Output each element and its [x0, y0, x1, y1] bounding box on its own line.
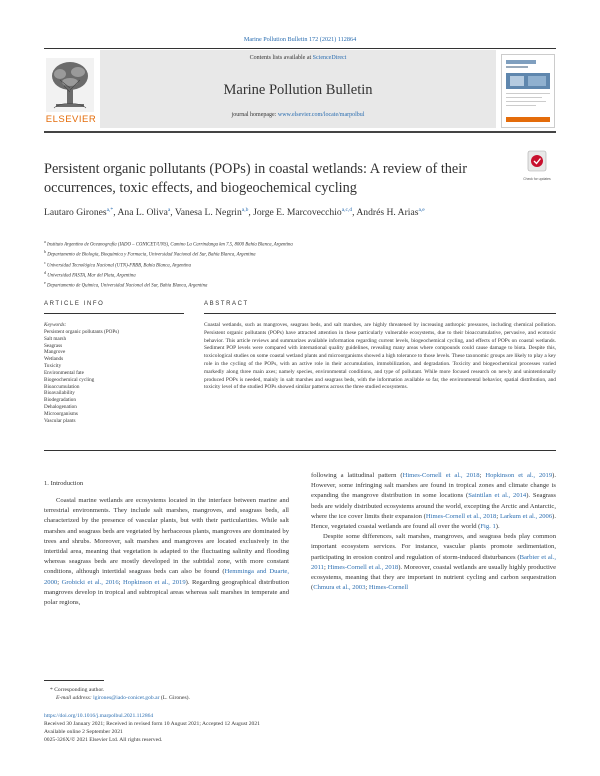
citation-link[interactable]: Barbier et al., 2011	[311, 553, 556, 571]
introduction-heading: 1. Introduction	[44, 480, 84, 487]
keyword: Vascular plants	[44, 417, 76, 424]
author[interactable]: Ana L. Oliva$^a$	[117, 207, 171, 219]
keyword: Seagrass	[44, 342, 63, 349]
citation-link[interactable]: Himes-Cornell	[368, 584, 409, 592]
keyword: Dehalogenation	[44, 404, 77, 411]
keyword: Microorganisms	[44, 410, 78, 417]
check-updates-label: Check for updates	[523, 177, 551, 181]
header-bottom-rule	[44, 131, 556, 133]
article-info-heading: ARTICLE INFO	[44, 301, 105, 307]
body-text: ). Moreover, coastal wetlands are usually highly productive ecosystems, meaning that they are important in nutrient cycling and carbon sequestration (	[311, 563, 557, 592]
citation-link[interactable]: Grobicki et al., 2016	[61, 578, 119, 586]
homepage-link[interactable]: www.elsevier.com/locate/marpolbul	[277, 112, 365, 118]
footnote	[44, 686, 304, 702]
elsevier-wordmark: ELSEVIER	[45, 114, 97, 125]
abstract-rule	[204, 313, 556, 314]
citation-link[interactable]: Larkum et al., 2006	[499, 512, 553, 520]
keywords-block	[44, 322, 184, 425]
abstract-heading: ABSTRACT	[204, 301, 249, 307]
citation-link[interactable]: Chmura et al., 2003	[313, 584, 366, 592]
body-text: ). Seagrass beds are widely distributed ecosystems around the world, excepting the Arctic and Antarctic, where the ice cover limits their expansion (	[311, 492, 556, 520]
contents-prefix: Contents lists available at	[249, 55, 313, 61]
author-list: Lautaro Girones$^{a,*}$, Ana L. Oliva$^a$, Vanesa L. Negrin$^{a,b}$, Jorge E. Marcovecchio$^{a,c,d}$, Andrés H. Arias$^{a,e}$	[44, 207, 425, 219]
copyright: 0025-326X/© 2021 Elsevier Ltd. All rights reserved.	[44, 737, 163, 743]
keyword: Biogeochemical cycling	[44, 376, 95, 383]
email-link[interactable]: lgirones@iado-conicet.gob.ar	[93, 695, 160, 701]
body-text: ).	[495, 523, 500, 531]
author[interactable]: Vanesa L. Negrin$^{a,b}$	[174, 207, 249, 219]
journal-citation: Marine Pollution Bulletin 172 (2021) 112864	[243, 36, 357, 43]
citation-link[interactable]: Hopkinson et al., 2019	[123, 578, 186, 586]
keyword: Salt marsh	[44, 335, 67, 342]
author[interactable]: Jorge E. Marcovecchio$^{a,c,d}$	[253, 207, 353, 219]
keyword: Bioavailability	[44, 390, 75, 397]
body-text: ;	[496, 512, 500, 520]
keyword: Environmental fate	[44, 369, 84, 376]
affiliation: $^d$ Universidad FASTA, Mar del Plata, Argentina	[44, 269, 136, 279]
online-date: Available online 2 September 2021	[44, 729, 123, 735]
corresponding-author-note: * Corresponding author.	[50, 687, 105, 693]
author[interactable]: Andrés H. Arias$^{a,e}$	[356, 207, 425, 219]
body-text: ;	[118, 578, 124, 586]
journal-title: Marine Pollution Bulletin	[223, 82, 373, 98]
body-text: ). Hence, vegetated coastal wetlands are found all over the world (	[311, 512, 556, 531]
intro-right-column	[311, 471, 556, 593]
citation-link[interactable]: Hemminga and Duarte, 2000	[44, 568, 289, 586]
body-text: Despite some differences, salt marshes, mangroves, and seagrass beds play common important ecosystem services. For instance, vascular plants promote sedimentation, participating in erosion control and regulation of storm-induced disturbances (	[311, 533, 556, 561]
keyword: Mangrove	[44, 349, 66, 356]
keywords-label: Keywords:	[44, 322, 67, 328]
email-label: E-mail address:	[56, 695, 94, 701]
citation-link[interactable]: Himes-Cornell et al., 2018	[425, 512, 497, 520]
abstract-text: Coastal wetlands, such as mangroves, seagrass beds, and salt marshes, are highly threatened by increasing anthropic pressures, including chemical pollution. Persistent organic pollutants (POPs) have attracted attention in these particularly vulnerable ecosystems, due to their bioaccumulative, pervasive, and ecotoxic behavior. This article reviews and summarizes available information regarding current levels, biogeochemical cycling, and effects of POPs on coastal wetlands. Sediment POP levels were compared with international quality guidelines, revealing many areas where compounds could cause damage to biota. Despite this, toxicological studies on some coastal wetland plants and microorganisms showed a high tolerance to those levels. These taxonomic groups are likely to play a key role in the cycling of the POPs, with an active role in their accumulation, immobilization, and degradation. Toxicity and biogeochemical processes varied markedly along three main axes; namely species, environmental conditions, and type of pollutant. While more focused research on newly and unintentionally produced POPs is needed, mainly in salt marshes and seagrass beds, with the information available so far, the environmental behavior, spatial distribution, and toxicity level of the studied POPs showed similar patterns across the three studied ecosystems.	[204, 322, 556, 391]
body-text: ). However, some infringing salt marshes are found in tropical zones and climate change is expanding the mangrove distribution in some locations (	[311, 472, 557, 500]
footnote-rule	[44, 680, 104, 681]
body-text: ). Regarding geographical distribution mangroves develop in tropical and subtropical areas whereas salt marshes in temperate and polar regions,	[44, 578, 290, 607]
affiliation: $^b$ Departamento de Biología, Bioquímica y Farmacia, Universidad Nacional del Sur, Bahía Blanca, Argentina	[44, 249, 256, 258]
intro-paragraph	[311, 471, 556, 532]
check-for-updates-badge[interactable]	[522, 150, 552, 180]
keyword: Toxicity	[44, 363, 62, 370]
contents-availability	[100, 55, 496, 61]
intro-paragraph	[311, 532, 556, 593]
affiliation: $^c$ Universidad Tecnológica Nacional (UTN)-FRBB, Bahía Blanca, Argentina	[44, 259, 191, 269]
abstract-bottom-rule	[44, 450, 556, 451]
publication-info	[44, 712, 344, 744]
body-text: ;	[479, 472, 486, 479]
citation-link[interactable]: Saintilan et al., 2014	[468, 492, 527, 500]
journal-homepage	[100, 112, 496, 118]
info-rule	[44, 313, 184, 314]
body-text: following a latitudinal pattern (	[311, 472, 403, 479]
keyword: Biodegradation	[44, 397, 76, 404]
citation-link[interactable]: Himes-Cornell et al., 2018	[327, 563, 399, 571]
body-text: Coastal marine wetlands are ecosystems located in the interface between marine and terrestrial environments. They include salt marshes, mangroves, and seagrass beds, all characterized by the presence of vascular plants, but with their particularities. While salt marshes and seagrass beds are vegetated by herbaceous plants, mangroves are dominated by trees and shrubs. Moreover, salt marshes and mangroves are located exclusively in the intertidal area, meaning that vegetation is adapted to the fluctuating salinity and flooding whereas seagrass beds are mostly developed in the subtidal zone, with more constant conditions, although intertidal seagrass beds can also be found (	[44, 497, 289, 576]
body-text: ;	[365, 584, 369, 592]
email-suffix: (L. Girones).	[159, 695, 190, 701]
received-dates: Received 30 January 2021; Received in revised form 10 August 2021; Accepted 12 August 2021	[44, 721, 260, 727]
sciencedirect-link[interactable]: ScienceDirect	[312, 55, 347, 61]
header-top-rule	[44, 48, 556, 49]
affiliation: $^e$ Departamento de Química, Universidad Nacional del Sur, Bahía Blanca, Argentina	[44, 280, 208, 289]
intro-left-column	[44, 496, 289, 608]
journal-cover-image	[501, 54, 555, 128]
keyword: Wetlands	[44, 356, 64, 363]
check-updates-icon	[522, 150, 552, 172]
doi-link[interactable]: https://doi.org/10.1016/j.marpolbul.2021.112864	[44, 713, 154, 719]
affiliation-list	[44, 239, 544, 290]
body-text: ;	[57, 578, 62, 586]
elsevier-tree-logo	[46, 58, 94, 112]
citation-link[interactable]: Hopkinson et al., 2019	[485, 472, 553, 479]
article-title: Persistent organic pollutants (POPs) in coastal wetlands: A review of their occurrences, toxic effects, and biogeochemical cycling	[44, 161, 468, 196]
citation-link[interactable]: Himes-Cornell et al., 2018	[402, 472, 480, 479]
body-text: ;	[323, 563, 328, 571]
affiliation: $^a$ Instituto Argentino de Oceanografía (IADO – CONICET/UNS), Camino La Carrindanga km 7.5, 8000 Bahía Blanca, Argentina	[44, 239, 293, 248]
keyword: Persistent organic pollutants (POPs)	[44, 328, 119, 335]
homepage-prefix: journal homepage:	[231, 112, 278, 118]
author[interactable]: Lautaro Girones$^{a,*}$	[44, 207, 114, 219]
keyword: Bioaccumulation	[44, 383, 80, 390]
citation-link[interactable]: Fig. 1	[480, 523, 496, 531]
